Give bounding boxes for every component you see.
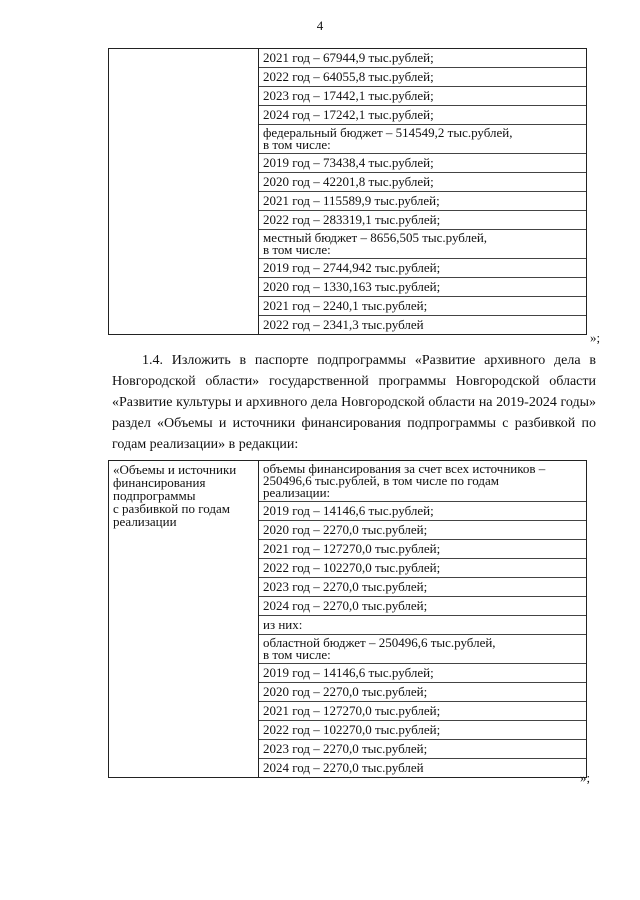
table2-line: 2024 год – 2270,0 тыс.рублей; <box>259 597 586 616</box>
table2-left-line: «Объемы и источники <box>113 462 237 477</box>
table1-line: 2021 год – 2240,1 тыс.рублей; <box>259 297 586 316</box>
table2-left-line: с разбивкой по годам <box>113 501 230 516</box>
page-number: 4 <box>316 18 324 33</box>
paragraph-1-4 <box>112 350 596 455</box>
table2-left-line: реализации <box>113 514 177 529</box>
table1-line: 2020 год – 1330,163 тыс.рублей; <box>259 278 586 297</box>
table2-line: 2024 год – 2270,0 тыс.рублей <box>263 760 424 775</box>
table2-line: 2020 год – 2270,0 тыс.рублей; <box>259 683 586 702</box>
table2-line: 2022 год – 102270,0 тыс.рублей; <box>259 721 586 740</box>
table1-left-cell <box>109 49 259 335</box>
table2-line: 2023 год – 2270,0 тыс.рублей; <box>259 578 586 597</box>
table1-line: 2023 год – 17442,1 тыс.рублей; <box>259 87 586 106</box>
table1-line: 2021 год – 115589,9 тыс.рублей; <box>259 192 586 211</box>
table2-left-line: подпрограммы <box>113 488 196 503</box>
table-financing <box>108 460 587 778</box>
table2-line-part: объемы финансирования за счет всех источников – <box>263 461 546 476</box>
table1-line: 2024 год – 17242,1 тыс.рублей; <box>259 106 586 125</box>
table1-line: 2022 год – 283319,1 тыс.рублей; <box>259 211 586 230</box>
table2-line-part: 250496,6 тыс.рублей, в том числе по годам <box>263 473 499 488</box>
paragraph-text: 1.4. Изложить в паспорте подпрограммы «Развитие архивного дела в Новгородской области» государственной программы Новгородской области «Развитие культуры и архивного дела Новгородской области на 2019-2024 годы» раздел «Объемы и источники финансирования подпрограммы с разбивкой по годам реализации» в редакции: <box>112 353 596 452</box>
table2-line: 2020 год – 2270,0 тыс.рублей; <box>259 521 586 540</box>
table2-left-cell <box>109 461 259 778</box>
table2-line <box>259 461 586 502</box>
table2-line-part: реализации: <box>263 485 331 500</box>
table1-line <box>259 230 586 259</box>
table1-line: 2019 год – 2744,942 тыс.рублей; <box>259 259 586 278</box>
table2-closing-quote: »; <box>580 770 591 785</box>
table2-right-cell <box>259 461 587 778</box>
table2-line: 2023 год – 2270,0 тыс.рублей; <box>259 740 586 759</box>
table1-line-part: федеральный бюджет – 514549,2 тыс.рублей, <box>263 125 513 140</box>
table2-line-part: в том числе: <box>263 647 331 662</box>
table2-line: из них: <box>259 616 586 635</box>
table2-line: 2019 год – 14146,6 тыс.рублей; <box>259 664 586 683</box>
table1-right-cell <box>259 49 587 335</box>
table1-line-part: в том числе: <box>263 137 331 152</box>
table1-line: 2021 год – 67944,9 тыс.рублей; <box>259 49 586 68</box>
table2-line-part: областной бюджет – 250496,6 тыс.рублей, <box>263 635 496 650</box>
table2-line <box>259 635 586 664</box>
table1-closing-quote: »; <box>590 330 601 345</box>
table1-line: 2020 год – 42201,8 тыс.рублей; <box>259 173 586 192</box>
table1-line <box>259 125 586 154</box>
table2-line: 2019 год – 14146,6 тыс.рублей; <box>259 502 586 521</box>
table1-line: 2019 год – 73438,4 тыс.рублей; <box>259 154 586 173</box>
table1-line-part: местный бюджет – 8656,505 тыс.рублей, <box>263 230 488 245</box>
table1-line: 2022 год – 64055,8 тыс.рублей; <box>259 68 586 87</box>
table-continuation <box>108 48 587 335</box>
table2-line: 2021 год – 127270,0 тыс.рублей; <box>259 702 586 721</box>
table1-line-part: в том числе: <box>263 242 331 257</box>
table2-line: 2022 год – 102270,0 тыс.рублей; <box>259 559 586 578</box>
table2-line: 2021 год – 127270,0 тыс.рублей; <box>259 540 586 559</box>
table1-line: 2022 год – 2341,3 тыс.рублей <box>263 317 424 332</box>
table2-left-line: финансирования <box>113 475 206 490</box>
